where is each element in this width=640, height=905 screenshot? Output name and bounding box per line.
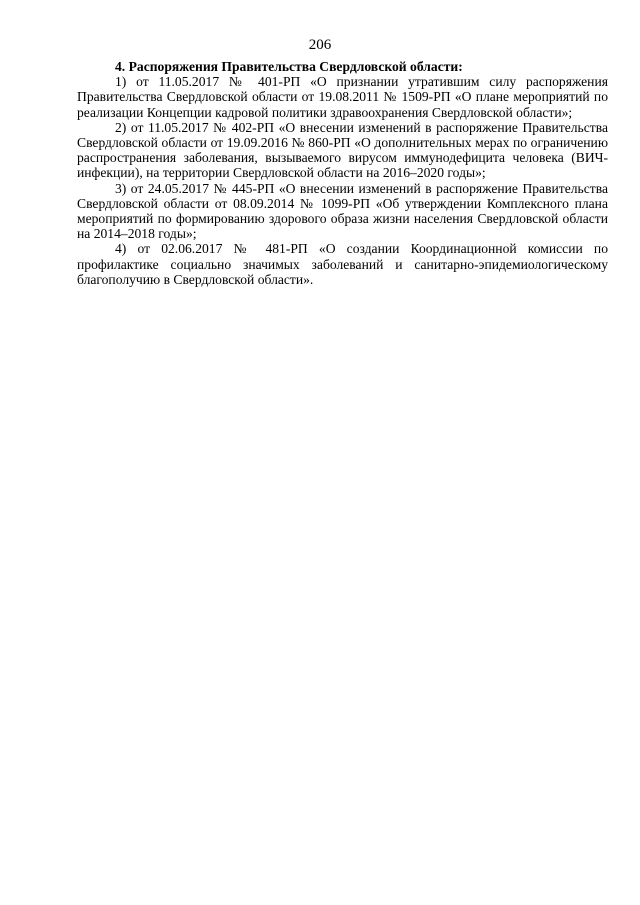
list-item-2: 2) от 11.05.2017 № 402-РП «О внесении изменений в распоряжение Правительства Свердловской области от 19.09.2016 № 860-РП «О дополнительных мерах по ограничению распространения заболевания, вызываемого вирусом иммунодефицита человека (ВИЧ-инфекции), на территории Свердловской области на 2016–2020 годы»; (77, 119, 608, 181)
list-item-4: 4) от 02.06.2017 № 481-РП «О создании Координационной комиссии по профилактике социально значимых заболеваний и санитарно-эпидемиологическому благополучию в Свердловской области». (77, 241, 608, 287)
list-item-1: 1) от 11.05.2017 № 401-РП «О признании утратившим силу распоряжения Правительства Свердловской области от 19.08.2011 № 1509-РП «О плане мероприятий по реализации Концепции кадровой политики здравоохранения Свердловской области»; (77, 74, 608, 120)
section-heading: 4. Распоряжения Правительства Свердловской области: (115, 59, 463, 74)
list-item-3: 3) от 24.05.2017 № 445-РП «О внесении изменений в распоряжение Правительства Свердловской области от 08.09.2014 № 1099-РП «Об утверждении Комплексного плана мероприятий по формированию здорового образа жизни населения Свердловской области на 2014–2018 годы»; (77, 180, 608, 242)
page-number: 206 (308, 37, 332, 53)
document-body (77, 59, 608, 287)
